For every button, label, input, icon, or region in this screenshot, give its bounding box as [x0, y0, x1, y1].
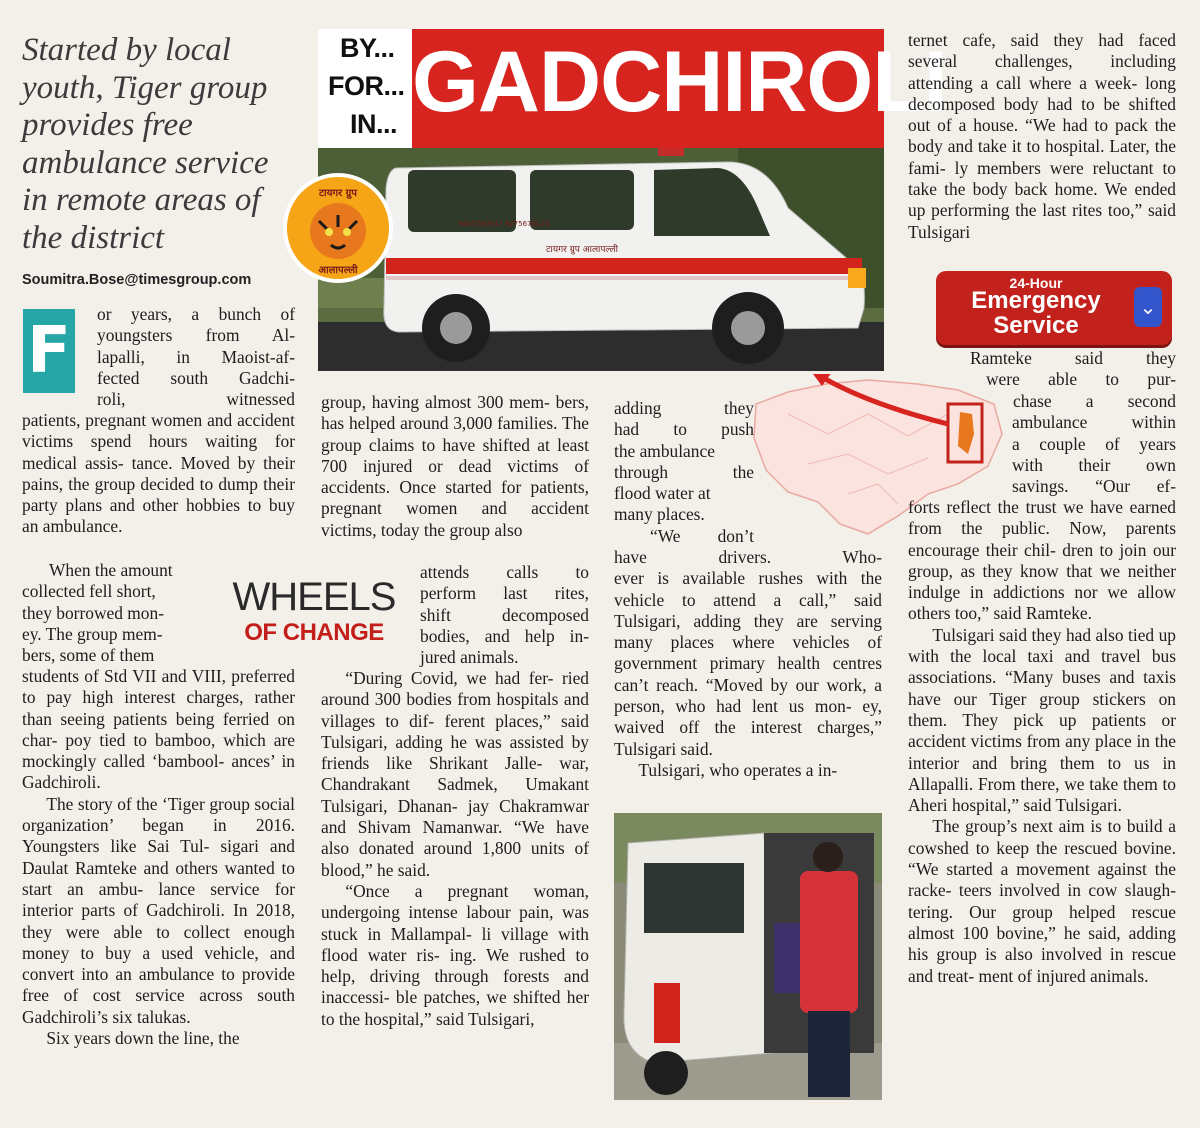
text-line: have drivers. Who- [614, 547, 882, 567]
of-change-text: OF CHANGE [244, 619, 384, 646]
text-line: lapalli, in Maoist-af- [97, 346, 295, 367]
badge-emergency: Emergency [971, 287, 1101, 314]
text-line: collected fell short, [22, 581, 156, 602]
text-line: savings. “Our ef- [1012, 476, 1176, 497]
banner-title: GADCHIROLI [412, 34, 947, 130]
van-phone-text: 9403780547 8275678125 [458, 220, 550, 228]
emergency-service-badge [936, 271, 1172, 345]
banner-in: IN... [350, 109, 398, 139]
column-4-wrap-b [1012, 391, 1176, 497]
logo-top-text: टायगर ग्रुप [319, 188, 357, 199]
text-line: the ambulance [614, 440, 715, 461]
chevron-down-icon: ⌄ [1134, 287, 1162, 327]
ambulance-rear-illustration [614, 813, 882, 1100]
paragraph: Six years down the line, the [46, 1028, 240, 1049]
text-line: with their own [1012, 454, 1176, 475]
van-side-text: टायगर ग्रुप आलापल्ली [546, 245, 618, 255]
paragraph: The group’s next aim is to build a cowshed to keep the rescued bovine. “We started a movement against the racke- teers involved in cow slaugh- tering. Our group helped rescue almost 100 bovine,” he said, adding his group is also involved in rescue and treat- ment of injured animals. [908, 816, 1176, 986]
headline-line: provides free [22, 107, 193, 143]
badge-24-hour: 24-Hour [1009, 275, 1063, 291]
column-3 [614, 547, 882, 781]
text-line: attends calls to [420, 562, 589, 582]
column-2-top [321, 392, 589, 541]
byline: Soumitra.Bose@timesgroup.com [22, 272, 252, 288]
text-line: ey. The group mem- [22, 623, 163, 644]
banner-series-box [318, 29, 412, 148]
paragraph: group, having almost 300 mem- bers, has helped around 3,000 families. The group claims to have shifted at least 700 injured or dead victims of accidents. Once started for patients, pregnant women and accident victims, today the group also [321, 392, 589, 540]
paragraph: patients, pregnant women and accident victims spend hours waiting for medical assis- tance. Moved by their pains, the group decided to dump their party plans and other hobbies to buy an ambulance. [22, 410, 295, 537]
text-line: When the amount [49, 560, 173, 580]
column-3-wrap [614, 398, 754, 547]
headline-line: in remote areas of [22, 182, 261, 218]
paragraph: Tulsigari, who operates a in- [638, 759, 838, 780]
column-4-top [908, 30, 1176, 243]
text-line: shift decomposed [420, 604, 589, 625]
ambulance-loading-photo [614, 813, 882, 1100]
text-line: perform last rites, [420, 583, 589, 604]
text-line: flood water at [614, 483, 711, 504]
text-line: adding they [614, 398, 754, 418]
banner-by: BY... [340, 33, 395, 63]
column-4-bottom [908, 497, 1176, 987]
text-line: jured animals. [420, 647, 519, 668]
text-line: they borrowed mon- [22, 602, 164, 623]
text-line: fected south Gadchi- [97, 367, 295, 388]
text-line: were able to pur- [986, 369, 1176, 390]
text-line: many places. [614, 504, 705, 525]
tiger-icon [287, 177, 389, 279]
wheels-text: WHEELS [232, 575, 396, 619]
text-line: through the [614, 461, 754, 482]
logo-bottom-text: आलापल्ली [318, 265, 358, 276]
text-line: roli, witnessed [97, 389, 295, 410]
paragraph: Tulsigari said they had also tied up with the local taxi and travel bus associations. “Many buses and taxis have our Tiger group stickers on them. They pick up patients or accident victims from any place in the interior and bring them to us in Allapalli. From there, we take them to Aheri hospital,” said Tulsigari. [908, 624, 1176, 816]
column-4-wrap-a [970, 348, 1176, 391]
column-1-lead [97, 304, 295, 410]
headline-line: the district [22, 219, 165, 256]
headline-line: ambulance service [22, 144, 269, 181]
tiger-group-logo [283, 173, 393, 283]
column-1 [22, 410, 295, 538]
banner-for: FOR... [328, 71, 405, 101]
text-line: bodies, and help in- [420, 625, 589, 646]
ambulance-illustration [318, 148, 884, 371]
paragraph: forts reflect the trust we have earned from the public. Now, parents encourage their chil- dren to join our group, as they know that we neither indulge in addictions nor we allow others too,” said Ramteke. [908, 497, 1176, 624]
paragraph: ever is available rushes with the vehicle to attend a call,” said Tulsigari, adding they are serving many places where vehicles of government primary health centres can’t reach. “Moved by our work, a person, who had lent us mon- ey, waived off the interest charges,” Tulsigari said. [614, 568, 882, 759]
text-line: ambulance within [1012, 412, 1176, 433]
text-line: “We don’t [650, 525, 754, 546]
text-line: a couple of years [1012, 433, 1176, 454]
paragraph: “During Covid, we had fer- ried around 300 bodies from hospitals and villages to dif- ferent places,” said Tulsigari, adding he was assisted by friends like Shrikant Jalle- war, Chandrakant Sadmek, Umakant Tulsigari, Dhanan- jay Chakramwar and Shivam Namanwar. “We have also donated around 1,800 units of blood,” he said. [321, 668, 589, 880]
column-1-wrap [22, 560, 210, 666]
ambulance-photo [318, 148, 884, 371]
text-line: bers, some of them [22, 645, 155, 666]
headline [22, 32, 297, 257]
column-2-wrap [420, 562, 589, 668]
paragraph: ternet cafe, said they had faced several challenges, including attending a call where a week- long decomposed body had to be shifted out of a house. “We had to pack the body and take it to hospital. Later, the fami- ly members were reluctant to take the body back home. We ended up performing the last rites too,” said Tulsigari [908, 30, 1176, 242]
text-line: youngsters from Al- [97, 325, 295, 346]
text-line: chase a second [1013, 391, 1176, 411]
paragraph: students of Std VII and VIII, preferred to pay high interest charges, rather than seeing patients being ferried on char- poy tied to bamboo, which are mockingly called ‘bambool- ances’ in Gadchiroli. [22, 666, 295, 793]
text-line: had to push [614, 419, 754, 440]
column-1-bottom [22, 666, 295, 1049]
paragraph: The story of the ‘Tiger group social organization’ began in 2016. Youngsters like Sai Tul- sigari and Daulat Ramteke and others wanted to start an ambu- lance service for interior parts of Gadchiroli. In 2018, they were able to collect enough money to buy a used vehicle, and convert into an ambulance to provide free of cost service across south Gadchiroli’s six talukas. [22, 793, 295, 1027]
headline-line: youth, Tiger group [22, 69, 268, 106]
badge-service: Service [993, 312, 1079, 339]
drop-cap: F [23, 309, 75, 393]
text-line: or years, a bunch of [97, 304, 295, 324]
text-line: Ramteke said they [970, 348, 1176, 368]
column-2-bottom [321, 668, 589, 1030]
headline-line: Started by local [22, 32, 231, 68]
wheels-of-change-label [232, 575, 396, 659]
paragraph: “Once a pregnant woman, undergoing intense labour pain, was stuck in Mallampal- li village with flood water ris- ing. We rushed to help, driving through forests and inaccessi- ble patches, we shifted her to the hospital,” said Tulsigari, [321, 880, 589, 1029]
